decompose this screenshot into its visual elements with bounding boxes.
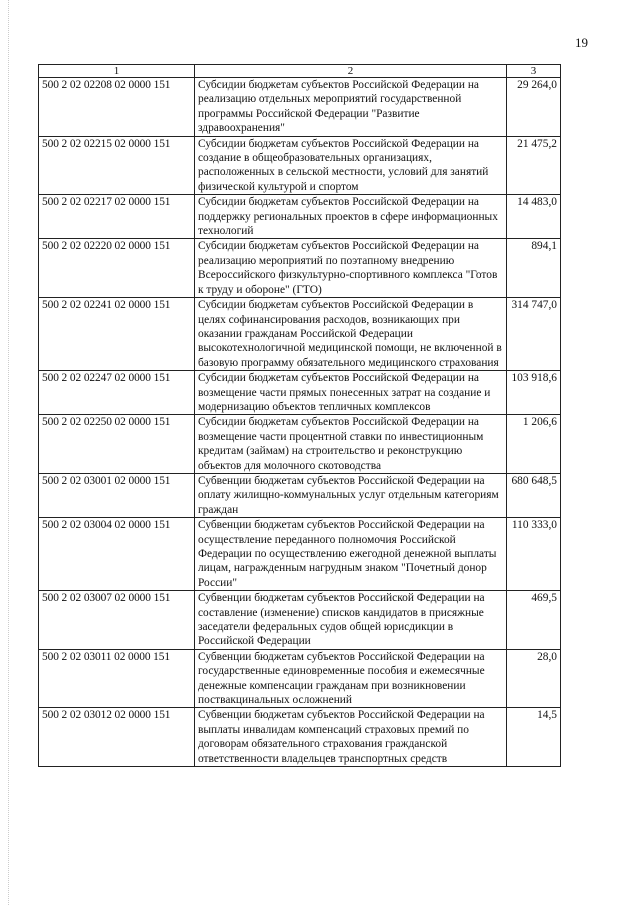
description-cell: Субсидии бюджетам субъектов Российской Федерации на возмещение части прямых понесенных затрат на создание и модернизацию объектов тепличных комплексов bbox=[195, 371, 507, 415]
scan-margin-line bbox=[8, 0, 10, 905]
amount-cell: 110 333,0 bbox=[507, 518, 561, 591]
amount-cell: 314 747,0 bbox=[507, 298, 561, 371]
table-row bbox=[39, 78, 561, 137]
budget-code-cell: 500 2 02 02215 02 0000 151 bbox=[39, 136, 195, 195]
budget-revenue-table bbox=[38, 64, 561, 767]
column-header-code: 1 bbox=[39, 65, 195, 78]
table-row bbox=[39, 136, 561, 195]
table-row bbox=[39, 371, 561, 415]
amount-cell: 21 475,2 bbox=[507, 136, 561, 195]
budget-code-cell: 500 2 02 02208 02 0000 151 bbox=[39, 78, 195, 137]
amount-cell: 680 648,5 bbox=[507, 473, 561, 517]
table-row bbox=[39, 518, 561, 591]
description-cell: Субвенции бюджетам субъектов Российской Федерации на государственные единовременные пособия и ежемесячные денежные компенсации гражданам при возникновении поствакцинальных осложнений bbox=[195, 649, 507, 708]
description-cell: Субсидии бюджетам субъектов Российской Федерации в целях софинансирования расходов, возникающих при оказании гражданам Российской Федерации высокотехнологичной медицинской помощи, не включенной в базовую программу обязательного медицинского страхования bbox=[195, 298, 507, 371]
amount-cell: 28,0 bbox=[507, 649, 561, 708]
budget-code-cell: 500 2 02 02217 02 0000 151 bbox=[39, 195, 195, 239]
budget-code-cell: 500 2 02 03012 02 0000 151 bbox=[39, 708, 195, 767]
column-header-amount: 3 bbox=[507, 65, 561, 78]
table-row bbox=[39, 473, 561, 517]
budget-code-cell: 500 2 02 03011 02 0000 151 bbox=[39, 649, 195, 708]
amount-cell: 29 264,0 bbox=[507, 78, 561, 137]
page-number: 19 bbox=[575, 35, 588, 50]
budget-code-cell: 500 2 02 02241 02 0000 151 bbox=[39, 298, 195, 371]
description-cell: Субвенции бюджетам субъектов Российской Федерации на выплаты инвалидам компенсаций страховых премий по договорам обязательного страхования гражданской ответственности владельцев транспортных средств bbox=[195, 708, 507, 767]
budget-code-cell: 500 2 02 02247 02 0000 151 bbox=[39, 371, 195, 415]
description-cell: Субсидии бюджетам субъектов Российской Федерации на возмещение части процентной ставки по инвестиционным кредитам (займам) на строительство и реконструкцию объектов для молочного скотоводства bbox=[195, 415, 507, 474]
column-header-description: 2 bbox=[195, 65, 507, 78]
amount-cell: 894,1 bbox=[507, 239, 561, 298]
table-row bbox=[39, 195, 561, 239]
amount-cell: 14,5 bbox=[507, 708, 561, 767]
description-cell: Субсидии бюджетам субъектов Российской Федерации на поддержку региональных проектов в сфере информационных технологий bbox=[195, 195, 507, 239]
budget-code-cell: 500 2 02 03007 02 0000 151 bbox=[39, 591, 195, 650]
amount-cell: 14 483,0 bbox=[507, 195, 561, 239]
description-cell: Субвенции бюджетам субъектов Российской Федерации на составление (изменение) списков кандидатов в присяжные заседатели федеральных судов общей юрисдикции в Российской Федерации bbox=[195, 591, 507, 650]
budget-code-cell: 500 2 02 02220 02 0000 151 bbox=[39, 239, 195, 298]
description-cell: Субсидии бюджетам субъектов Российской Федерации на реализацию мероприятий по поэтапному внедрению Всероссийского физкультурно-спортивного комплекса "Готов к труду и обороне" (ГТО) bbox=[195, 239, 507, 298]
description-cell: Субвенции бюджетам субъектов Российской Федерации на оплату жилищно-коммунальных услуг отдельным категориям граждан bbox=[195, 473, 507, 517]
budget-code-cell: 500 2 02 03001 02 0000 151 bbox=[39, 473, 195, 517]
table-row bbox=[39, 649, 561, 708]
amount-cell: 103 918,6 bbox=[507, 371, 561, 415]
amount-cell: 1 206,6 bbox=[507, 415, 561, 474]
description-cell: Субсидии бюджетам субъектов Российской Федерации на реализацию отдельных мероприятий государственной программы Российской Федерации "Развитие здравоохранения" bbox=[195, 78, 507, 137]
budget-code-cell: 500 2 02 03004 02 0000 151 bbox=[39, 518, 195, 591]
table-row bbox=[39, 415, 561, 474]
description-cell: Субвенции бюджетам субъектов Российской Федерации на осуществление переданного полномочия Российской Федерации по осуществлению ежегодной денежной выплаты лицам, награжденным нагрудным знаком "Почетный донор России" bbox=[195, 518, 507, 591]
table-row bbox=[39, 591, 561, 650]
table-row bbox=[39, 239, 561, 298]
amount-cell: 469,5 bbox=[507, 591, 561, 650]
budget-code-cell: 500 2 02 02250 02 0000 151 bbox=[39, 415, 195, 474]
table-row bbox=[39, 298, 561, 371]
description-cell: Субсидии бюджетам субъектов Российской Федерации на создание в общеобразовательных организациях, расположенных в сельской местности, условий для занятий физической культурой и спортом bbox=[195, 136, 507, 195]
table-row bbox=[39, 708, 561, 767]
table-header-row bbox=[39, 65, 561, 78]
